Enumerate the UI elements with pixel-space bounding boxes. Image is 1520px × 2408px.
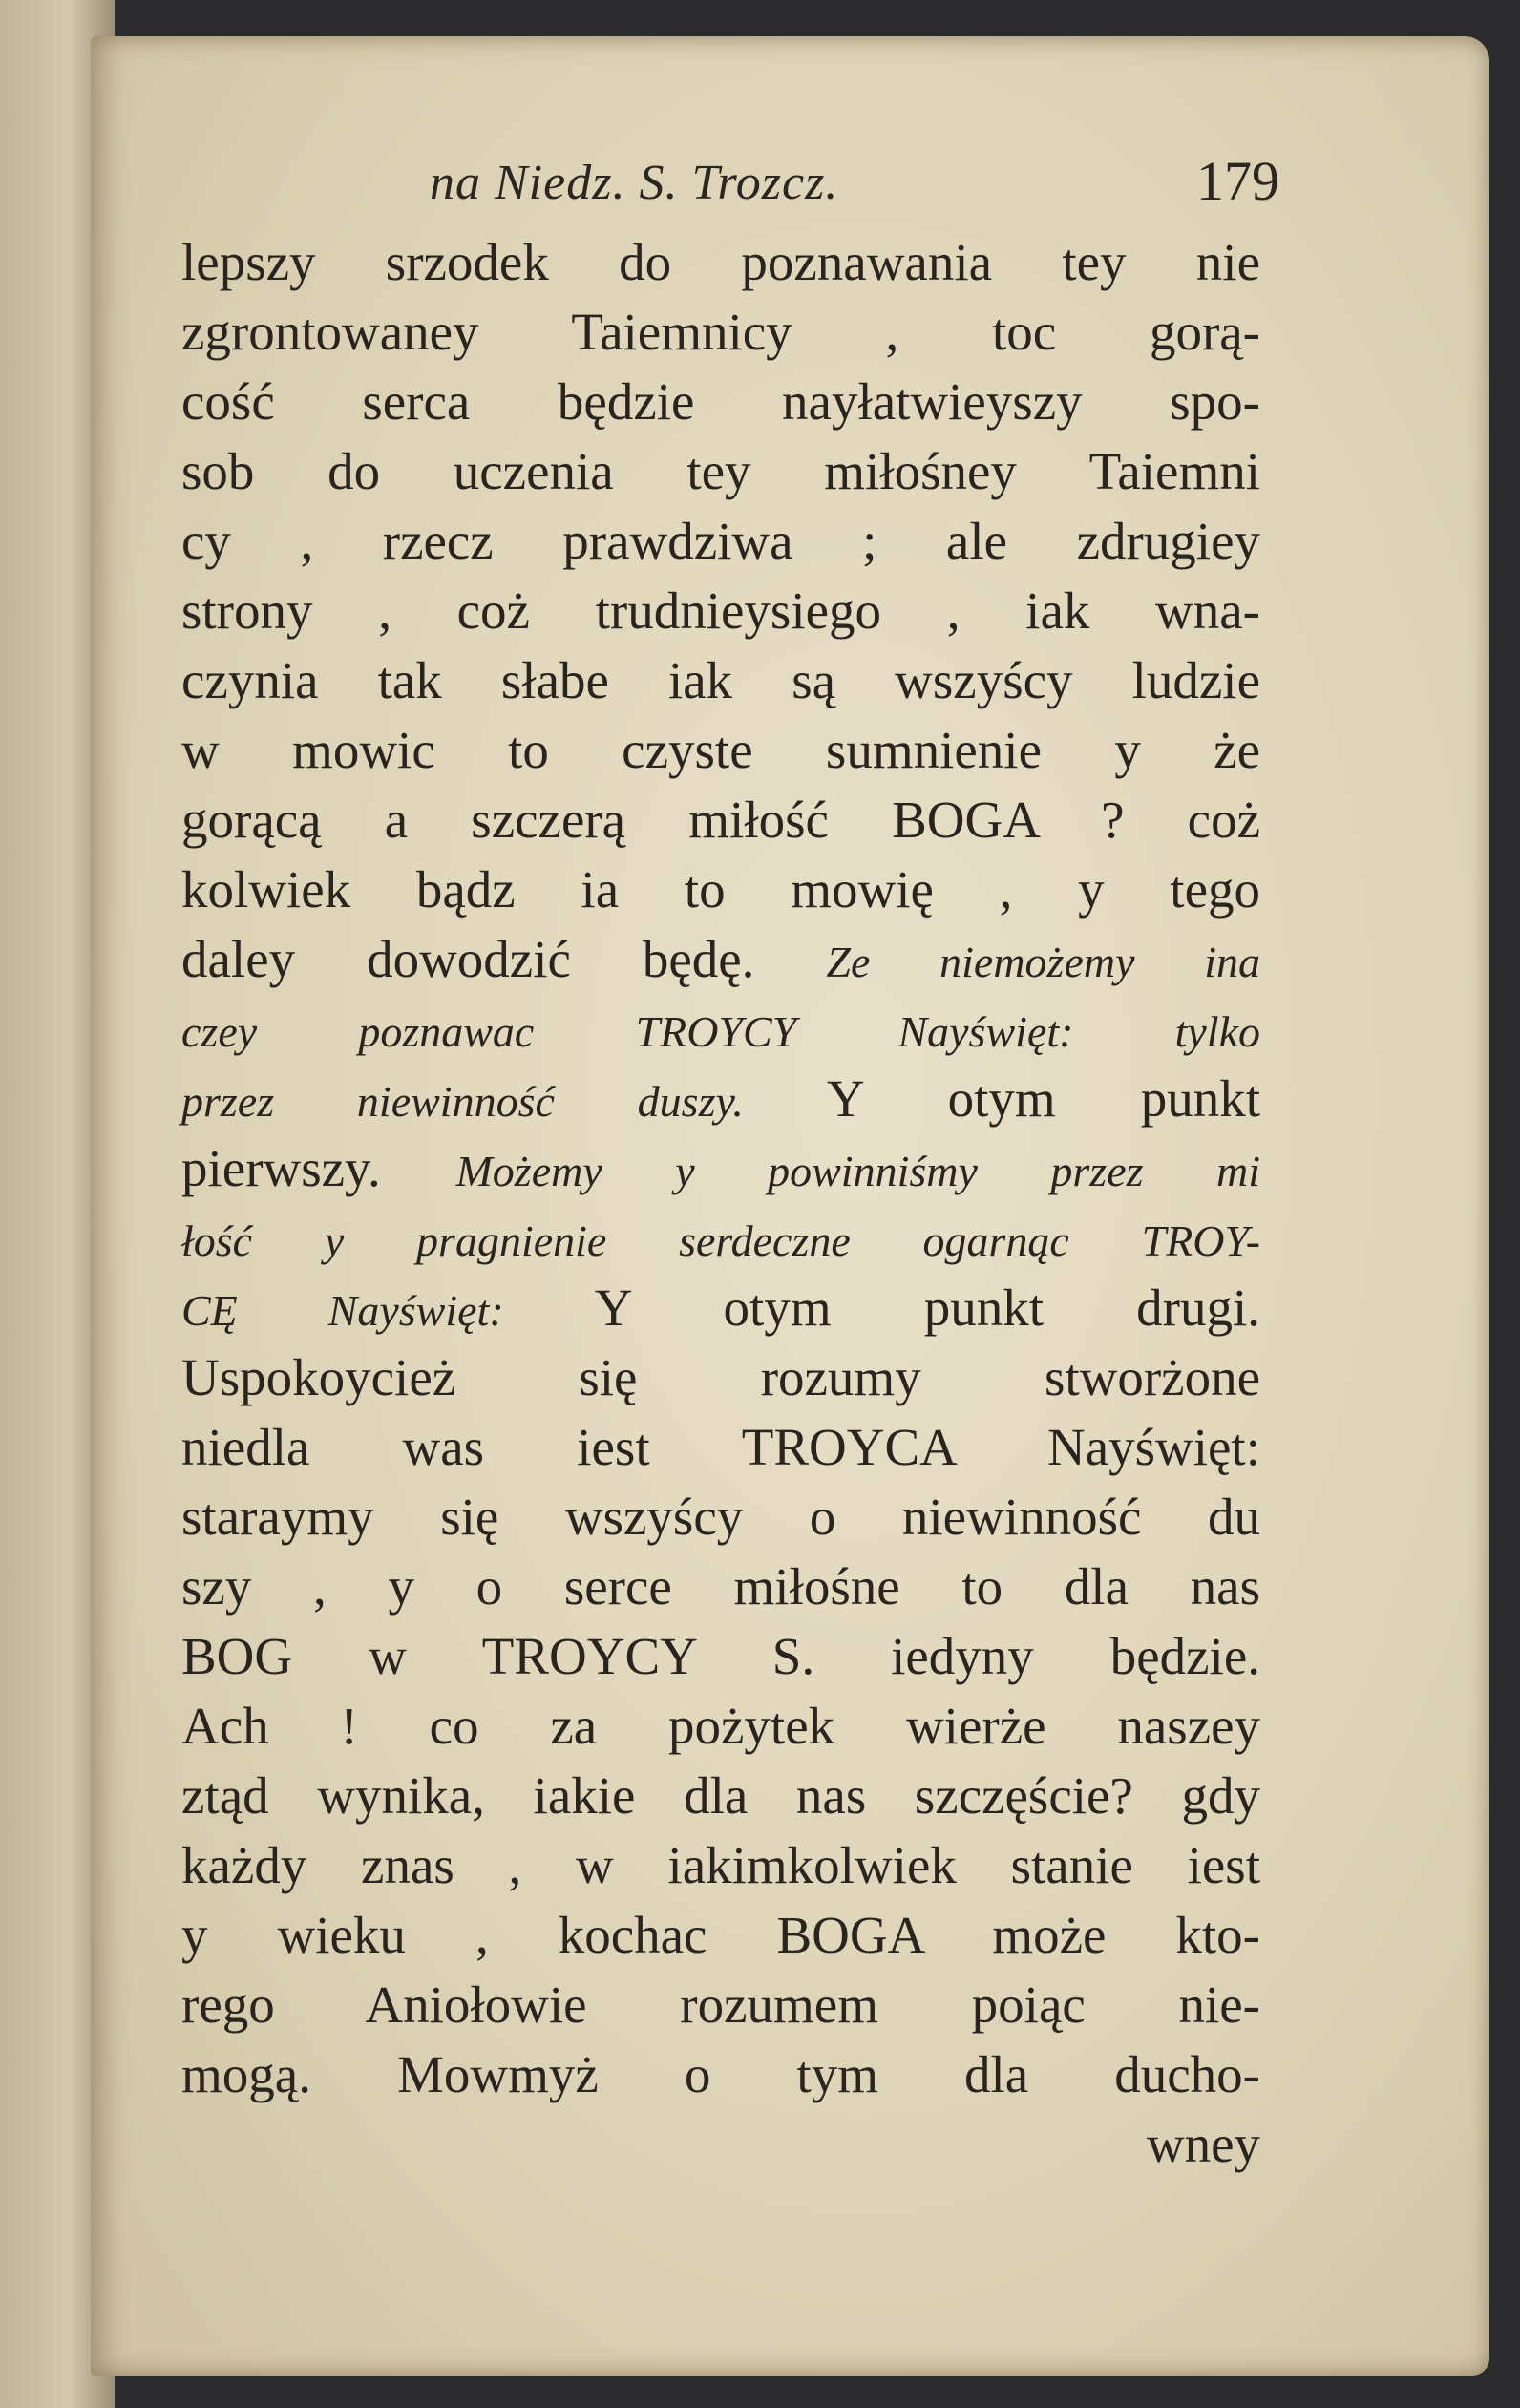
italic-phrase: czey poznawac TROYCY Nayświęt: tylko bbox=[181, 1007, 1260, 1056]
text-line: gorącą a szczerą miłość BOGA ? coż bbox=[181, 791, 1260, 849]
text-line: niedla was iest TROYCA Nayświęt: bbox=[181, 1418, 1260, 1476]
text-line: Ach ! co za pożytek wierże naszey bbox=[181, 1697, 1260, 1755]
text-line: y wieku , kochac BOGA może kto- bbox=[181, 1906, 1260, 1964]
page-number: 179 bbox=[1196, 150, 1279, 212]
text-line: każdy znas , w iakimkolwiek stanie iest bbox=[181, 1836, 1260, 1894]
italic-phrase: Możemy y powinniśmy przez mi bbox=[455, 1147, 1260, 1195]
text-line: mogą. Mowmyż o tym dla ducho- bbox=[181, 2045, 1260, 2103]
text-line: czynia tak słabe iak są wszyścy ludzie bbox=[181, 651, 1260, 709]
text-line: staraymy się wszyścy o niewinność du bbox=[181, 1488, 1260, 1546]
text-line: szy , y o serce miłośne to dla nas bbox=[181, 1557, 1260, 1616]
text-line: zgrontowaney Taiemnicy , toc gorą- bbox=[181, 303, 1260, 361]
text-line: sob do uczenia tey miłośney Taiemni bbox=[181, 442, 1260, 500]
catchword: wney bbox=[1146, 2115, 1260, 2173]
text-line: cy , rzecz prawdziwa ; ale zdrugiey bbox=[181, 512, 1260, 570]
text-line: w mowic to czyste sumnienie y że bbox=[181, 721, 1260, 779]
text-line: rego Aniołowie rozumem poiąc nie- bbox=[181, 1975, 1260, 2034]
italic-phrase: CĘ Nayświęt: bbox=[181, 1286, 504, 1335]
italic-phrase: łość y pragnienie serdeczne ogarnąc TROY- bbox=[181, 1216, 1260, 1265]
text-line: strony , coż trudnieysiego , iak wna- bbox=[181, 581, 1260, 640]
text-line: Uspokoycież się rozumy stworżone bbox=[181, 1348, 1260, 1406]
text-line: pierwszy. Możemy y powinniśmy przez mi bbox=[181, 1139, 1260, 1197]
text-line: ztąd wynika, iakie dla nas szczęście? gdy bbox=[181, 1766, 1260, 1825]
text-line: BOG w TROYCY S. iedyny będzie. bbox=[181, 1627, 1260, 1685]
text-line bbox=[181, 1203, 1260, 1273]
text-line: cość serca będzie nayłatwieyszy spo- bbox=[181, 372, 1260, 431]
body-text bbox=[181, 227, 1260, 2179]
page-header bbox=[344, 143, 1279, 229]
text-line: kolwiek bądz ia to mowię , y tego bbox=[181, 860, 1260, 919]
italic-phrase: przez niewinność duszy. bbox=[181, 1077, 744, 1126]
italic-phrase: Ze niemożemy ina bbox=[826, 938, 1260, 986]
running-head: na Niedz. S. Trozcz. bbox=[430, 156, 839, 210]
text-line: lepszy srzodek do poznawania tey nie bbox=[181, 233, 1260, 291]
text-line bbox=[181, 994, 1260, 1064]
text-line: CĘ Nayświęt: Y otym punkt drugi. bbox=[181, 1278, 1260, 1337]
text-line: przez niewinność duszy. Y otym punkt bbox=[181, 1069, 1260, 1128]
text-line: daley dowodzić będę. Ze niemożemy ina bbox=[181, 930, 1260, 988]
